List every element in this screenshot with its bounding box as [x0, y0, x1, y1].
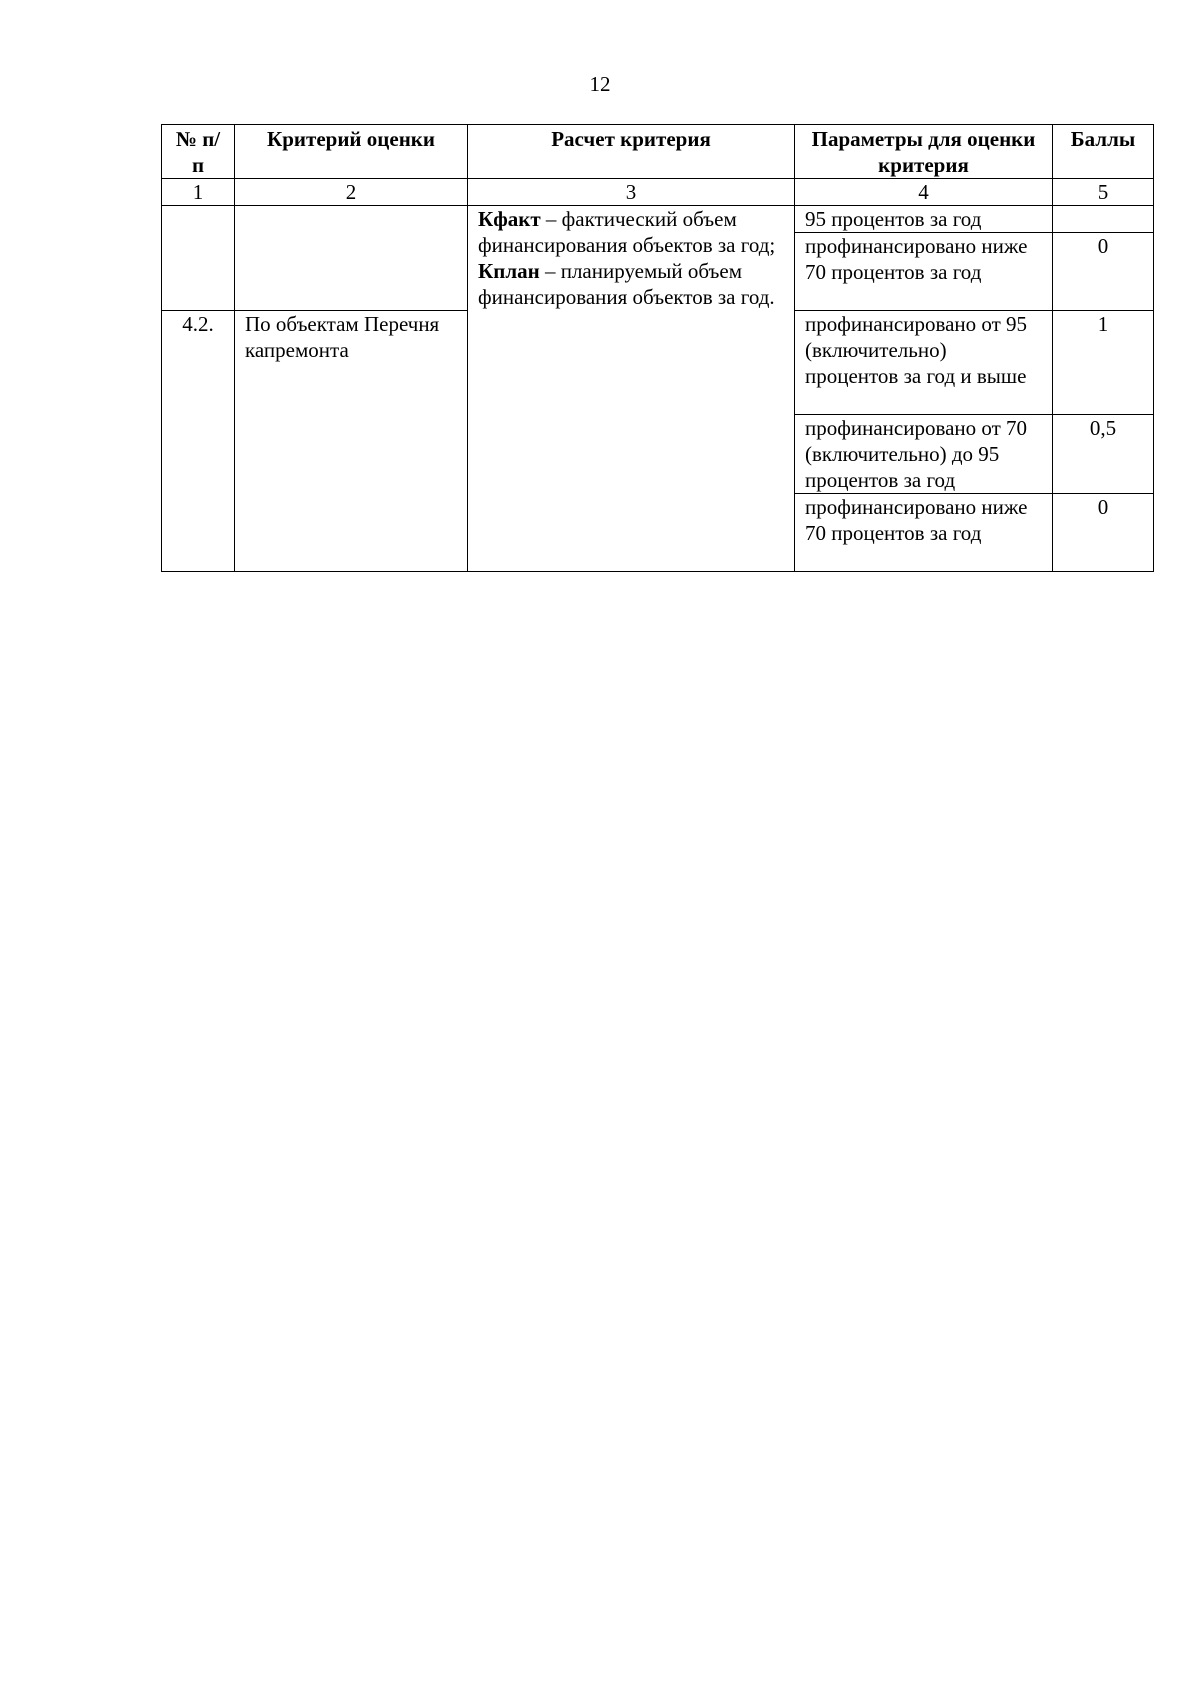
header-parameters: Параметры для оценки критерия	[795, 125, 1053, 179]
parameter-cell: профинансировано от 70 (включительно) до 95 процентов за год	[795, 415, 1053, 494]
parameter-cell: профинансировано ниже 70 процентов за год	[795, 233, 1053, 311]
parameter-cell: профинансировано ниже 70 процентов за год	[795, 494, 1053, 572]
plan-text: – планируемый объем финансирования объектов за год.	[478, 259, 775, 309]
column-number-row	[162, 179, 1154, 206]
score-cell	[1053, 206, 1154, 233]
parameter-cell: 95 процентов за год	[795, 206, 1053, 233]
column-number: 1	[162, 179, 235, 206]
score-cell: 0	[1053, 494, 1154, 572]
column-number: 3	[468, 179, 795, 206]
score-cell: 1	[1053, 311, 1154, 415]
fact-text: – фактический объем финансирования объектов за год;	[478, 207, 776, 257]
parameter-cell: профинансировано от 95 (включительно) процентов за год и выше	[795, 311, 1053, 415]
column-number: 4	[795, 179, 1053, 206]
column-number: 5	[1053, 179, 1154, 206]
section-criterion-cell: По объектам Перечня капремонта	[235, 311, 468, 572]
table-row	[162, 206, 1154, 233]
header-calculation: Расчет критерия	[468, 125, 795, 179]
plan-term: Кплан	[478, 259, 540, 283]
score-cell: 0	[1053, 233, 1154, 311]
header-criterion: Критерий оценки	[235, 125, 468, 179]
criteria-table	[161, 124, 1154, 572]
fact-definition	[478, 207, 775, 257]
plan-definition	[478, 258, 784, 310]
empty-number-cell	[162, 206, 235, 311]
page-number: 12	[589, 72, 611, 96]
header-number: № п/п	[162, 125, 235, 179]
header-row	[162, 125, 1154, 179]
empty-criterion-cell	[235, 206, 468, 311]
section-number-cell: 4.2.	[162, 311, 235, 572]
score-cell: 0,5	[1053, 415, 1154, 494]
calculation-cell	[468, 206, 795, 572]
column-number: 2	[235, 179, 468, 206]
fact-term: Кфакт	[478, 207, 541, 231]
header-score: Баллы	[1053, 125, 1154, 179]
